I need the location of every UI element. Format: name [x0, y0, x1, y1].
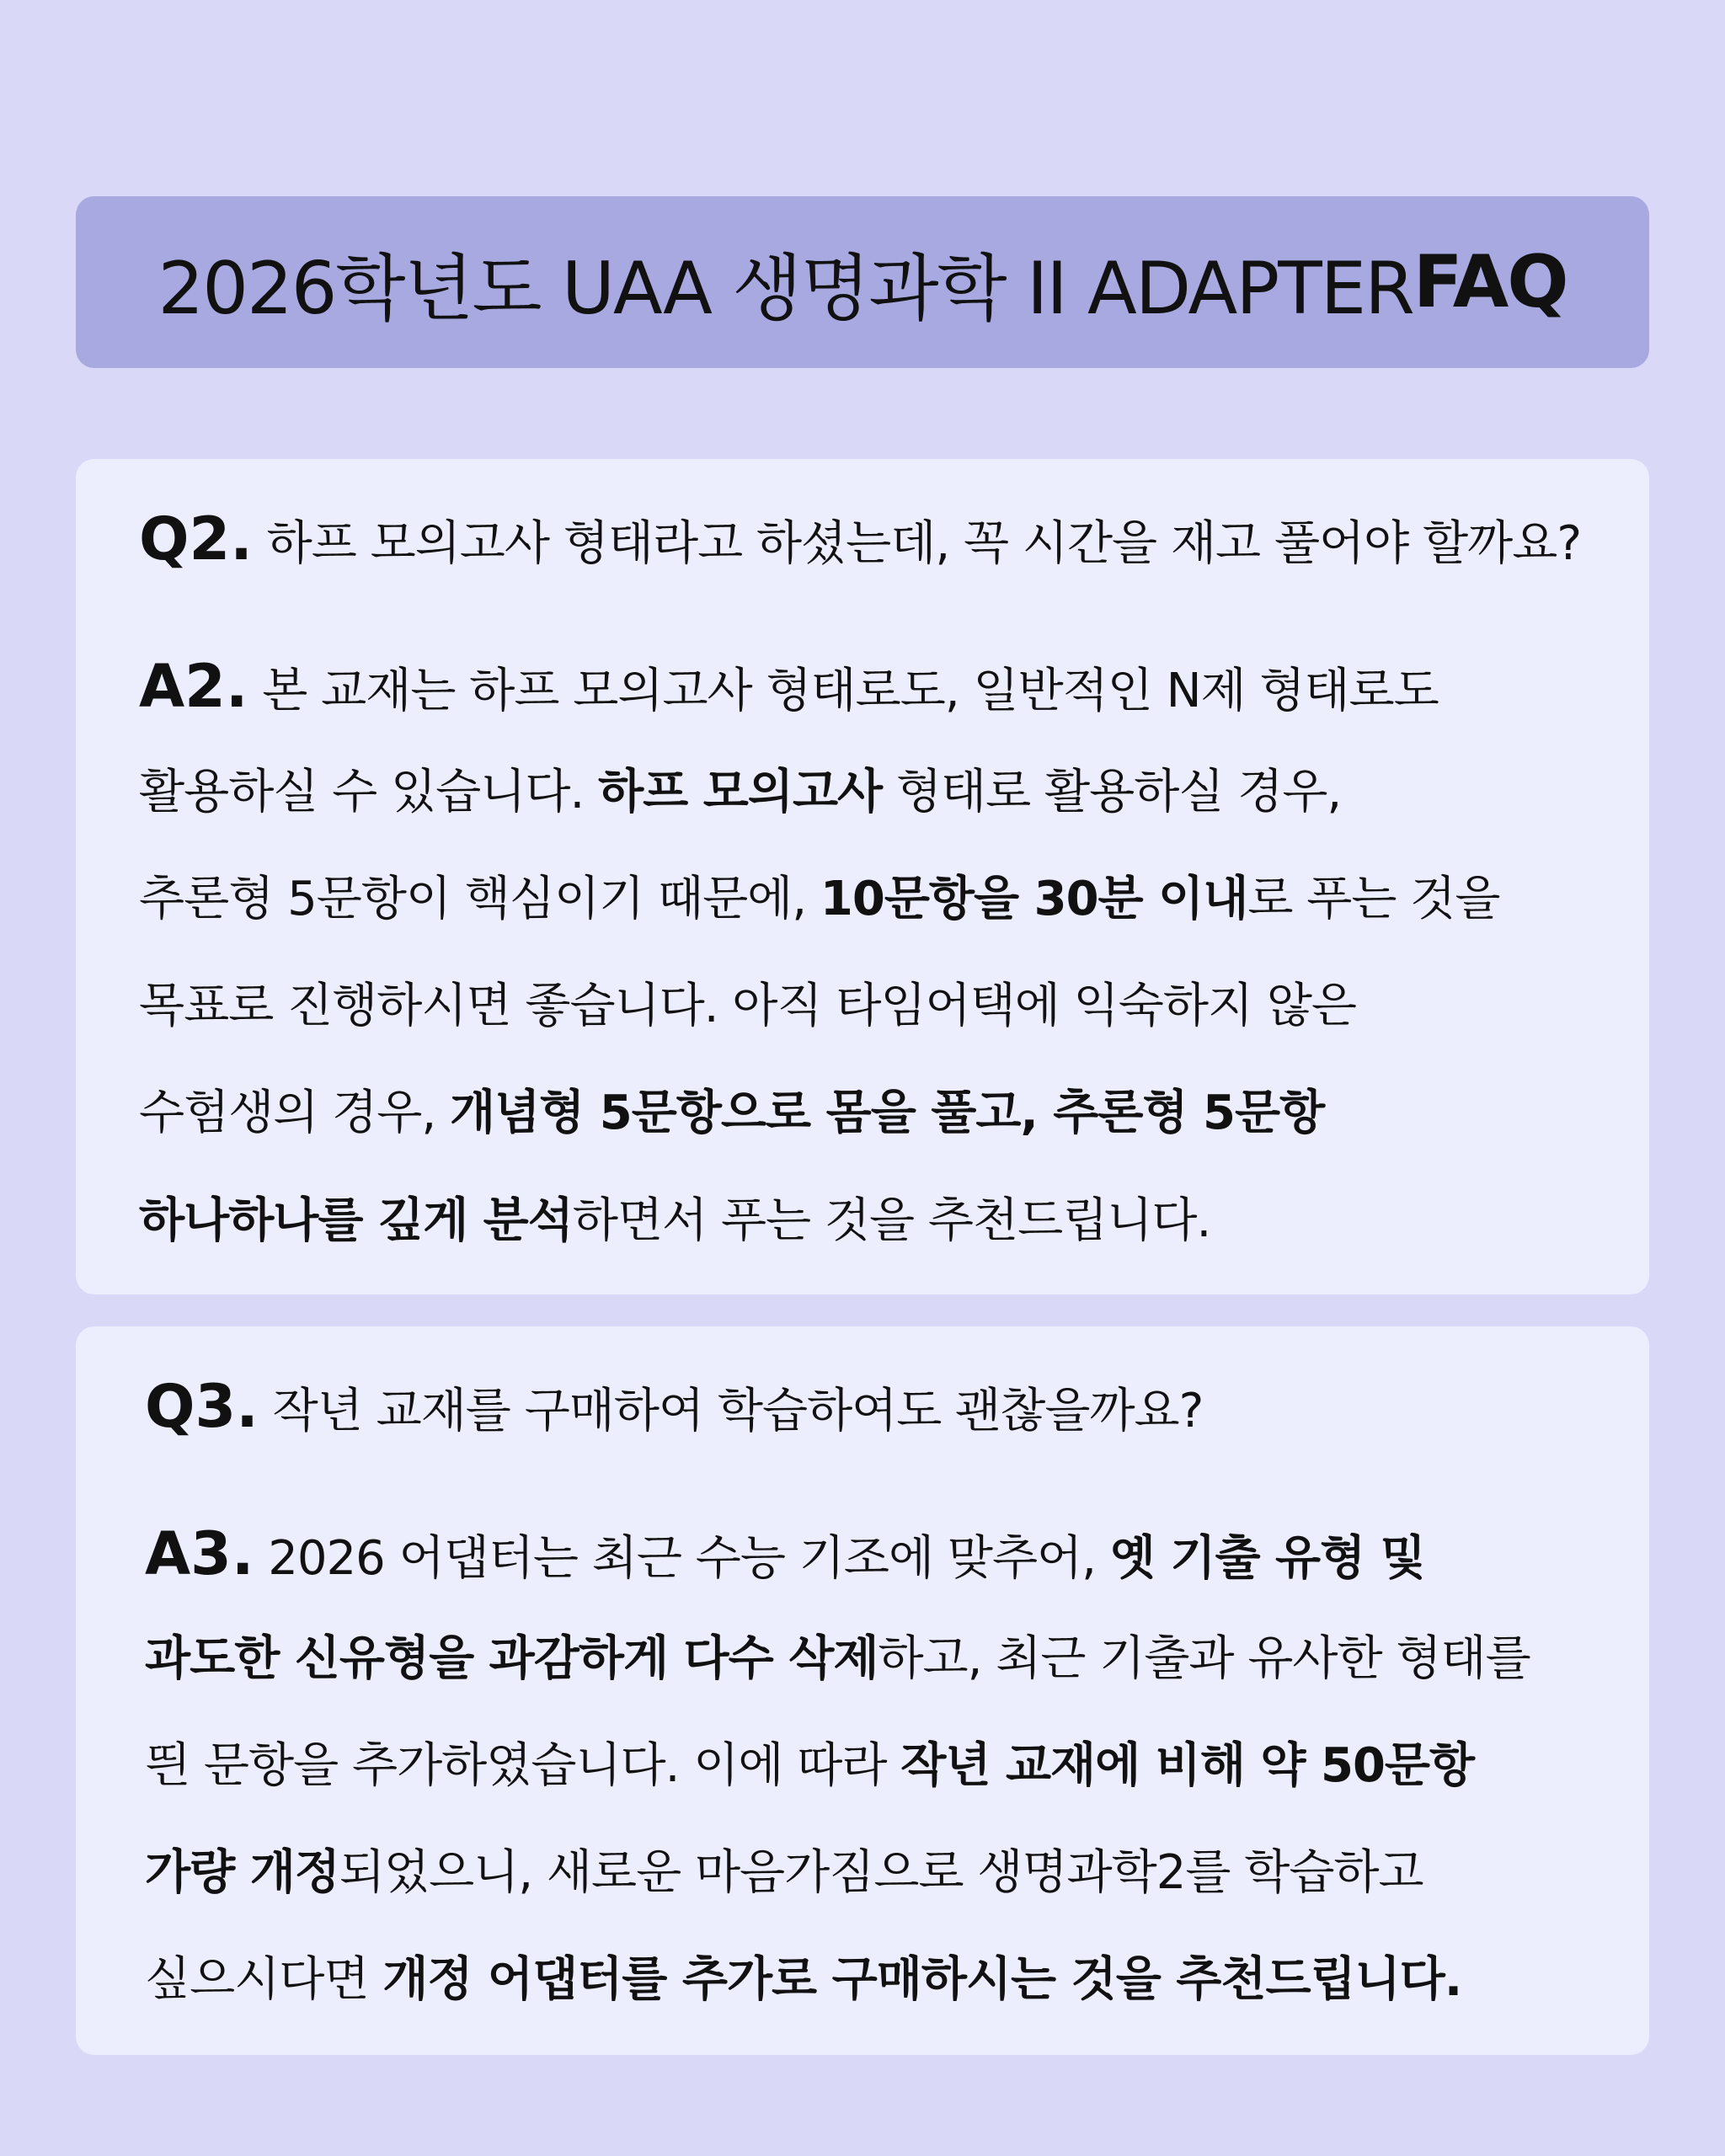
emphasis-text: 하나하나를 깊게 분석 [139, 1193, 573, 1248]
question-line [139, 504, 1582, 574]
emphasis-text: 옛 기출 유형 및 [1109, 1531, 1425, 1586]
body-text: 본 교재는 하프 모의고사 형태로도, 일반적인 N제 형태로도 [248, 664, 1439, 718]
body-text: 활용하실 수 있습니다. [139, 765, 599, 819]
page-title-text: 2026학년도 UAA 생명과학 II ADAPTER [158, 247, 1413, 331]
body-text: 하고, 최근 기출과 유사한 형태를 [878, 1631, 1530, 1686]
emphasis-text: 과도한 신유형을 과감하게 다수 삭제 [145, 1631, 879, 1686]
emphasis-text: 가량 개정 [145, 1845, 339, 1900]
answer-line [139, 652, 1439, 721]
body-text: 띈 문항을 추가하였습니다. 이에 따라 [145, 1738, 901, 1793]
answer-label: A2. [139, 652, 248, 721]
emphasis-text: 하프 모의고사 [598, 765, 883, 819]
body-text: 2026 어댑터는 최근 수능 기조에 맞추어, [254, 1531, 1110, 1586]
body-text: 되었으니, 새로운 마음가짐으로 생명과학2를 학습하고 [339, 1845, 1423, 1900]
faq-card-q3 [76, 1326, 1649, 2055]
question-label: Q3. [145, 1372, 259, 1441]
answer-line [145, 1519, 1425, 1588]
body-text: 형태로 활용하실 경우, [882, 765, 1342, 819]
answer-line [139, 1193, 1211, 1248]
body-text: 추론형 5문항이 핵심이기 때문에, [139, 872, 820, 926]
question-text: 작년 교재를 구매하여 학습하여도 괜찮을까요? [258, 1384, 1204, 1438]
answer-line [139, 765, 1342, 819]
body-text: 싶으시다면 [145, 1952, 383, 2007]
answer-line [145, 1952, 1462, 2007]
answer-line [145, 1738, 1475, 1793]
body-text: 로 푸는 것을 [1247, 872, 1500, 926]
page-title-emphasis: FAQ [1413, 240, 1567, 324]
emphasis-text: 10문항을 30분 이내 [820, 872, 1248, 926]
body-text: 하면서 푸는 것을 추천드립니다. [572, 1193, 1211, 1248]
answer-label: A3. [145, 1519, 254, 1588]
answer-line [139, 1086, 1325, 1140]
emphasis-text: 개념형 5문항으로 몸을 풀고, 추론형 5문항 [449, 1086, 1325, 1140]
question-label: Q2. [139, 504, 253, 574]
faq-card-q2 [76, 459, 1649, 1294]
page-title [76, 196, 1649, 368]
answer-segments [254, 1531, 1424, 1586]
answer-line [139, 872, 1500, 926]
question-line [145, 1372, 1204, 1441]
answer-line [139, 979, 1357, 1033]
emphasis-text: 작년 교재에 비해 약 50문항 [900, 1738, 1475, 1793]
answer-line [145, 1631, 1530, 1686]
answer-segments [248, 664, 1438, 718]
emphasis-text: 개정 어댑터를 추가로 구매하시는 것을 추천드립니다. [382, 1952, 1462, 2007]
body-text: 수험생의 경우, [139, 1086, 450, 1140]
answer-line [145, 1845, 1423, 1900]
question-text: 하프 모의고사 형태라고 하셨는데, 꼭 시간을 재고 풀어야 할까요? [252, 516, 1582, 571]
body-text: 목표로 진행하시면 좋습니다. 아직 타임어택에 익숙하지 않은 [139, 979, 1357, 1033]
